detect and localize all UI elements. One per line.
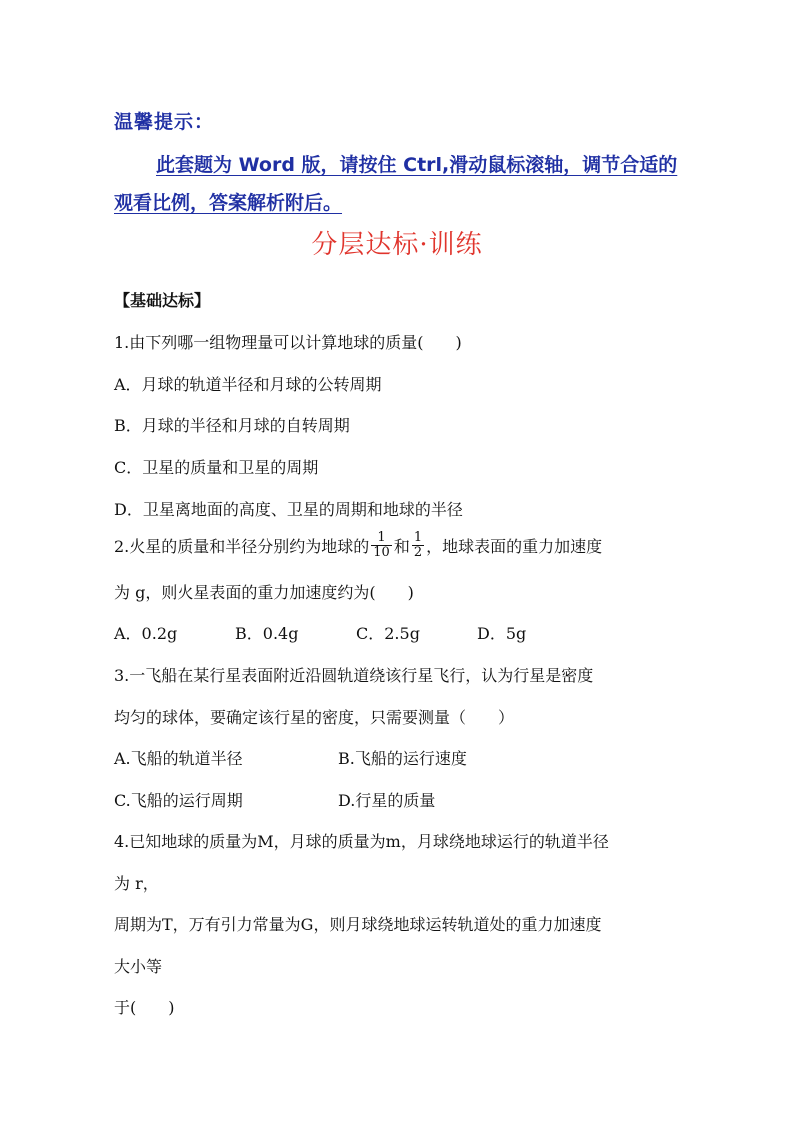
q4-line2: 为 r，	[114, 874, 159, 893]
q3-option-a: A.飞船的轨道半径	[114, 749, 243, 768]
tip-body: 此套题为 Word 版，请按住 Ctrl,滑动鼠标滚轴，调节合适的观看比例，答案解析附后。	[114, 154, 678, 214]
page-heading: 分层达标·训练	[311, 230, 483, 260]
fraction-one-half	[412, 531, 424, 560]
q3-stem-line1: 3.一飞船在某行星表面附近沿圆轨道绕该行星飞行，认为行星是密度	[114, 666, 594, 685]
q3-option-c: C.飞船的运行周期	[114, 791, 243, 810]
fraction-numerator: 1	[371, 531, 392, 546]
q1-stem: 1.由下列哪一组物理量可以计算地球的质量( )	[114, 333, 462, 352]
q1-option-b: B．月球的半径和月球的自转周期	[114, 416, 350, 435]
q2-stem-line2: 为 g，则火星表面的重力加速度约为( )	[114, 583, 414, 602]
q2-and: 和	[393, 537, 410, 556]
q4-line4: 大小等	[114, 957, 163, 976]
q3-option-b: B.飞船的运行速度	[338, 749, 467, 768]
tip-title: 温馨提示：	[114, 111, 215, 133]
q1-option-c: C．卫星的质量和卫星的周期	[114, 458, 319, 477]
q4-line5: 于( )	[114, 998, 175, 1017]
q2-stem-line1	[114, 530, 603, 562]
fraction-one-tenth	[371, 531, 392, 560]
q2-options	[114, 621, 526, 644]
q3-options-row1	[114, 746, 467, 769]
q4-line1: 4.已知地球的质量为M，月球的质量为m，月球绕地球运行的轨道半径	[114, 832, 609, 851]
q2-option-a: A．0.2g	[114, 624, 178, 643]
fraction-denominator: 10	[373, 545, 390, 560]
q2-option-d: D．5g	[477, 624, 527, 643]
q2-option-c: C．2.5g	[356, 624, 420, 643]
fraction-numerator: 1	[413, 530, 423, 545]
fraction-denominator: 2	[413, 545, 423, 560]
q1-option-a: A．月球的轨道半径和月球的公转周期	[114, 375, 382, 394]
q2-option-b: B．0.4g	[235, 624, 299, 643]
q4-line3: 周期为T，万有引力常量为G，则月球绕地球运转轨道处的重力加速度	[114, 915, 602, 934]
q1-option-d: D．卫星离地面的高度、卫星的周期和地球的半径	[114, 500, 463, 519]
q3-stem-line2: 均匀的球体，要确定该行星的密度，只需要测量（ ）	[114, 708, 515, 727]
q2-stem-part1: 2.火星的质量和半径分别约为地球的	[114, 537, 370, 556]
q3-option-d: D.行星的质量	[338, 791, 436, 810]
section-title: 【基础达标】	[114, 291, 211, 310]
q2-stem-part2: ，地球表面的重力加速度	[426, 537, 603, 556]
q3-options-row2	[114, 788, 435, 811]
